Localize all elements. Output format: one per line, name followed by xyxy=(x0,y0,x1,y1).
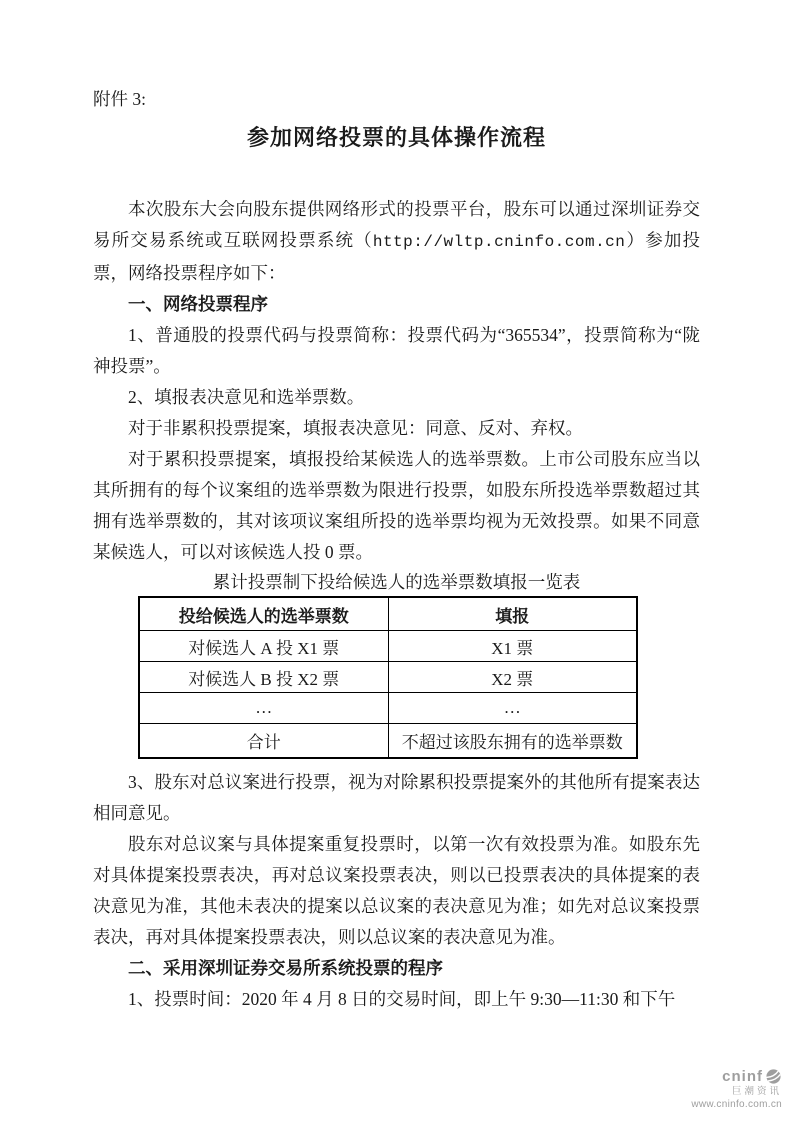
table-row xyxy=(139,631,637,662)
table-body xyxy=(139,631,637,759)
intro-text-after: ）参加投票，网络投票程序如下： xyxy=(93,230,701,283)
paragraph-cumulative: 对于累积投票提案，填报投给某候选人的选举票数。上市公司股东应当以其所拥有的每个议案组的选举票数为限进行投票，如股东所投选举票数超过其拥有选举票数的，其对该项议案组所投的选举票均视为无效投票。如果不同意某候选人，可以对该候选人投 0 票。 xyxy=(93,449,700,562)
table-cell: X1 票 xyxy=(388,631,637,662)
table-header-fill: 填报 xyxy=(388,597,637,631)
cninfo-logo-brand-row xyxy=(691,1068,782,1085)
section1-heading: 一、网络投票程序 xyxy=(128,294,268,314)
cninfo-brand-text: cninf xyxy=(722,1068,763,1086)
cninfo-chinese-name: 巨潮资讯 xyxy=(731,1085,782,1097)
table-cell: 合计 xyxy=(139,724,388,759)
table-header-votes: 投给候选人的选举票数 xyxy=(139,597,388,631)
table-cell: X2 票 xyxy=(388,662,637,693)
paragraph-vote-time: 1、投票时间：2020 年 4 月 8 日的交易时间，即上午 9:30—11:30 和下午 xyxy=(128,989,676,1009)
intro-text-before: 本次股东大会向股东提供网络形式的投票平台，股东可以通过深圳证券交易所交易系统或互联网投票系统（ xyxy=(93,199,700,250)
table-row xyxy=(139,662,637,693)
table-caption: 累计投票制下投给候选人的选举票数填报一览表 xyxy=(212,572,581,592)
table-cell: 对候选人 B 投 X2 票 xyxy=(139,662,388,693)
paragraph-duplicate-vote: 股东对总议案与具体提案重复投票时，以第一次有效投票为准。如股东先对具体提案投票表决，再对总议案投票表决，则以已投票表决的具体提案的表决意见为准，其他未表决的提案以总议案的表决意见为准；如先对总议案投票表决，再对具体提案投票表决，则以总议案的表决意见为准。 xyxy=(93,834,700,947)
cninfo-swirl-icon xyxy=(765,1068,782,1085)
intro-paragraph xyxy=(93,194,700,289)
paragraph-general-proposal: 3、股东对总议案进行投票，视为对除累积投票提案外的其他所有提案表达相同意见。 xyxy=(93,772,700,823)
table-row-total xyxy=(139,724,637,759)
paragraph-fill-opinion: 2、填报表决意见和选举票数。 xyxy=(128,387,365,407)
page-title: 参加网络投票的具体操作流程 xyxy=(246,125,546,150)
cninfo-logo xyxy=(691,1068,782,1110)
voting-system-url: http://wltp.cninfo.com.cn xyxy=(372,233,626,251)
cumulative-vote-table xyxy=(138,596,638,759)
cninfo-url: www.cninfo.com.cn xyxy=(691,1098,782,1110)
table-row xyxy=(139,693,637,724)
table-header xyxy=(139,597,637,631)
section2-heading: 二、采用深圳证券交易所系统投票的程序 xyxy=(128,958,443,978)
paragraph-vote-code: 1、普通股的投票代码与投票简称：投票代码为“365534”，投票简称为“陇神投票”。 xyxy=(93,325,700,376)
attachment-label: 附件 3: xyxy=(93,89,146,109)
paragraph-non-cumulative: 对于非累积投票提案，填报表决意见：同意、反对、弃权。 xyxy=(128,418,583,438)
table-header-row xyxy=(139,597,637,631)
table-cell: 不超过该股东拥有的选举票数 xyxy=(388,724,637,759)
table-cell: 对候选人 A 投 X1 票 xyxy=(139,631,388,662)
table-cell: … xyxy=(388,693,637,724)
table-cell: … xyxy=(139,693,388,724)
document-content xyxy=(93,0,700,1015)
